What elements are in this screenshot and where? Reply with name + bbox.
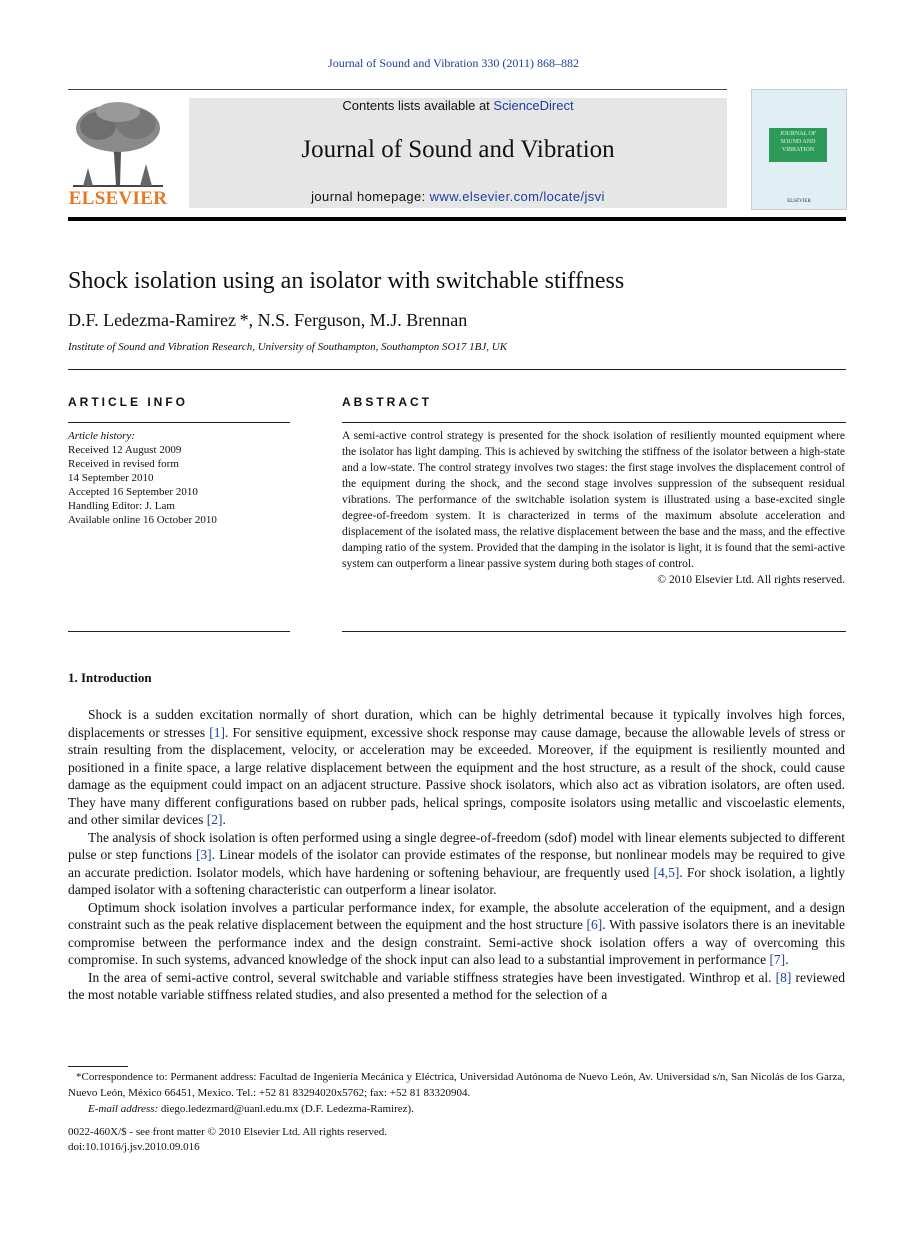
text: In the area of semi-active control, several switchable and variable stiffness strategies have been investigated. Winthrop et al. [88,969,776,985]
journal-banner [189,98,727,208]
text: . With passive isolators there is an inevitable compromise between the performance index and the design constraint. Semi-active shock isolation offers a way of overcoming this compromise. In such systems, advanced knowledge of the shock input can also lead to a substantial improvement in performance [68,917,846,967]
contents-prefix: Contents lists available at [342,98,494,113]
citation-link[interactable]: [6] [586,917,603,932]
publisher-wordmark: ELSEVIER [68,188,168,209]
divider [68,631,290,632]
masthead [68,89,846,213]
cover-title: JOURNAL OF SOUND AND VIBRATION [769,128,827,162]
cover-publisher: ELSEVIER [787,199,811,204]
text: . For sensitive equipment, excessive shock response may cause damage, because the allowable levels of stress or strain resulting from the displacement, velocity, or acceleration may be exceeded. Moreover, if the equipment is resiliently mounted and positioned in a finite space, a large relative displacement between the equipment and the host structure, as a result of the shock, could cause damage as the equipment could impact on an adjacent structure. Passive shock isolators, which also act as vibration isolators, are often used. They have many different configurations based on rubber pads, helical springs, composite isolators using metallic and viscoelastic elements, and other similar devices [68,724,846,827]
masthead-rule [68,217,846,221]
citation-link[interactable]: [7] [769,952,786,967]
sciencedirect-link[interactable]: ScienceDirect [493,98,574,113]
text: reviewed the most notable variable stiffness related studies, and also presented a method for the selection of a [68,969,845,1002]
divider [342,422,846,423]
abstract-heading: ABSTRACT [342,395,432,409]
masthead-top-rule [68,89,727,90]
homepage-link[interactable]: www.elsevier.com/locate/jsvi [429,189,605,204]
citation-link[interactable]: [4,5] [653,864,680,880]
paragraph [68,899,845,969]
article-authors: D.F. Ledezma-Ramirez *, N.S. Ferguson, M.J. Brennan [68,310,468,330]
abstract [342,428,845,588]
text: . [222,812,226,827]
introduction-body [68,706,845,1004]
correspondence: *Correspondence to: Permanent address: Facultad de Ingeniería Mecánica y Eléctrica, Universidad Autónoma de Nuevo León, Av. Universidad s/n, San Nicolás de los Garza, Nuevo León, México 66451, Mexico. Tel.: +52 81 83294020x5762; fax: +52 81 83320904. [68,1071,845,1099]
history-item: 14 September 2010 [68,472,154,484]
history-item: Available online 16 October 2010 [68,514,217,526]
tree-icon [68,98,168,188]
text: The analysis of shock isolation is often performed using a single degree-of-freedom (sdof) model with linear elements subjected to different pulse or step functions [68,829,845,862]
footnote [68,1069,845,1117]
homepage-line [189,189,727,204]
history-item: Received 12 August 2009 [68,444,182,456]
citation-link[interactable]: [8] [775,969,792,985]
history-item: Handling Editor: J. Lam [68,500,175,512]
copyright: © 2010 Elsevier Ltd. All rights reserved. [657,574,845,586]
text: Optimum shock isolation involves a particular performance index, for example, the absolute acceleration of the equipment, and a design constraint such as the peak relative displacement between the equipment and the host structure [68,899,845,932]
issn-line: 0022-460X/$ - see front matter © 2010 Elsevier Ltd. All rights reserved. [68,1126,388,1138]
abstract-text: A semi-active control strategy is presented for the shock isolation of resiliently mounted equipment where the isolator has light damping. This is achieved by switching the stiffness of the isolator between a high-state and a low-state. The control strategy involves two stages: the first stage involves the displacement control of the equipment during the shock, and the second stage involves suppression of the subsequent residual vibrations. The performance of the switchable isolation system is illustrated using a base-excited single degree-of-freedom system. It is characterized in terms of the maximum absolute acceleration and displacement of the isolated mass, the relative displacement between the base and the mass, and the effective damping ratio of the system. Provided that the damping in the isolator is light, it is found that the semi-active system can outperform a linear passive system during both stages of control. [342,430,845,570]
citation-link[interactable]: [2] [206,812,223,827]
history-item: Received in revised form [68,458,179,470]
article-info-heading: ARTICLE INFO [68,395,188,409]
email-label: E-mail address: [88,1103,159,1115]
journal-name: Journal of Sound and Vibration [301,136,615,163]
divider [68,369,846,370]
paragraph [68,829,845,899]
citation-link[interactable]: [3] [195,847,212,862]
journal-reference[interactable]: Journal of Sound and Vibration 330 (2011) 868–882 [328,56,579,70]
citation-link[interactable]: [1] [209,724,226,740]
divider [342,631,846,632]
history-item: Accepted 16 September 2010 [68,486,198,498]
affiliation: Institute of Sound and Vibration Research, University of Southampton, Southampton SO17 1BJ, UK [68,341,508,353]
section-heading: 1. Introduction [68,670,152,685]
article-title: Shock isolation using an isolator with switchable stiffness [68,268,625,294]
divider [68,422,290,423]
paragraph [68,706,845,829]
text: Shock is a sudden excitation normally of short duration, which can be highly detrimental because it typically involves high forces, displacements or stresses [68,707,845,740]
history-label: Article history: [68,430,135,442]
footnote-rule [68,1066,128,1067]
journal-cover[interactable] [751,89,847,210]
text: . [785,952,789,967]
elsevier-logo [68,98,168,210]
contents-line [189,98,727,113]
homepage-prefix: journal homepage: [311,189,430,204]
doi-line[interactable]: doi:10.1016/j.jsv.2010.09.016 [68,1141,200,1153]
text: . For shock isolation, a lightly damped isolator with a softening characteristic can outperform a linear isolator. [68,864,845,897]
email-address[interactable]: diego.ledezmard@uanl.edu.mx (D.F. Ledezma-Ramirez). [158,1103,414,1115]
front-matter [68,1125,387,1155]
paragraph [68,969,845,1004]
article-history [68,429,217,527]
email-line [68,1101,845,1117]
text: . Linear models of the isolator can provide estimates of the response, but nonlinear models may be required to give an accurate prediction. Isolator models, which have hardening or softening behaviour, are frequently used [68,847,845,880]
